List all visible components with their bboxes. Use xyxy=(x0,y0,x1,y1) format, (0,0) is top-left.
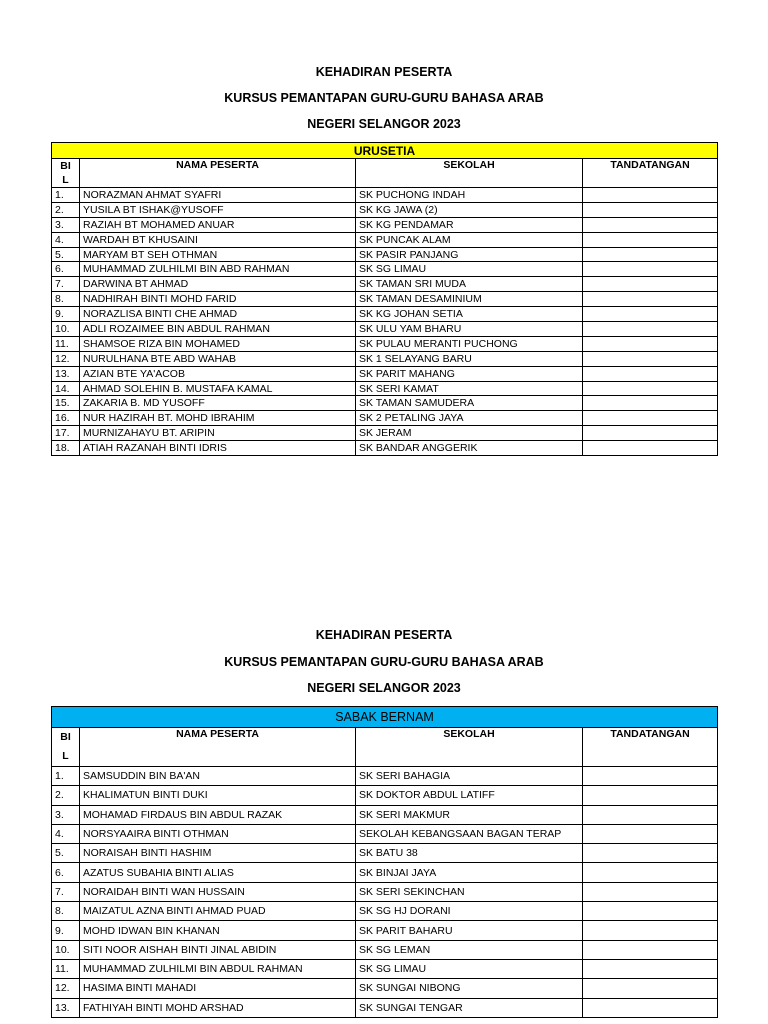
section2-heading2: KURSUS PEMANTAPAN GURU-GURU BAHASA ARAB xyxy=(224,655,544,669)
row-bil: 18. xyxy=(52,441,80,456)
bil-bottom: L xyxy=(62,750,69,762)
row-sekolah: SK SERI KAMAT xyxy=(356,381,583,396)
row-bil: 16. xyxy=(52,411,80,426)
bil-top: BI xyxy=(60,160,71,172)
row-sekolah: SK BANDAR ANGGERIK xyxy=(356,441,583,456)
row-bil: 9. xyxy=(52,307,80,322)
row-tandatangan[interactable] xyxy=(583,188,718,203)
row-tandatangan[interactable] xyxy=(583,959,718,978)
row-sekolah: SK 2 PETALING JAYA xyxy=(356,411,583,426)
row-nama-peserta: ZAKARIA B. MD YUSOFF xyxy=(80,396,356,411)
row-tandatangan[interactable] xyxy=(583,979,718,998)
table-row xyxy=(52,202,718,217)
table-row xyxy=(52,902,718,921)
row-sekolah: SK TAMAN SAMUDERA xyxy=(356,396,583,411)
row-tandatangan[interactable] xyxy=(583,307,718,322)
row-sekolah: SK DOKTOR ABDUL LATIFF xyxy=(356,786,583,805)
table-row xyxy=(52,998,718,1017)
row-sekolah: SK ULU YAM BHARU xyxy=(356,322,583,337)
table-row xyxy=(52,217,718,232)
row-sekolah: SK PARIT MAHANG xyxy=(356,366,583,381)
row-sekolah: SEKOLAH KEBANGSAAN BAGAN TERAP xyxy=(356,824,583,843)
row-nama-peserta: MOHAMAD FIRDAUS BIN ABDUL RAZAK xyxy=(80,805,356,824)
section2-heading1: KEHADIRAN PESERTA xyxy=(315,628,453,642)
row-sekolah: SK TAMAN SRI MUDA xyxy=(356,277,583,292)
row-sekolah: SK SERI MAKMUR xyxy=(356,805,583,824)
table-row xyxy=(52,959,718,978)
row-bil: 1. xyxy=(52,188,80,203)
row-sekolah: SK SG LIMAU xyxy=(356,959,583,978)
row-bil: 7. xyxy=(52,277,80,292)
row-sekolah: SK SG LEMAN xyxy=(356,940,583,959)
row-sekolah: SK PUCHONG INDAH xyxy=(356,188,583,203)
column-header-tandatangan: TANDATANGAN xyxy=(583,728,718,767)
row-nama-peserta: MAIZATUL AZNA BINTI AHMAD PUAD xyxy=(80,902,356,921)
row-bil: 12. xyxy=(52,351,80,366)
row-bil: 2. xyxy=(52,786,80,805)
row-nama-peserta: RAZIAH BT MOHAMED ANUAR xyxy=(80,217,356,232)
attendance-table-sabak-bernam xyxy=(51,706,718,1018)
row-nama-peserta: ATIAH RAZANAH BINTI IDRIS xyxy=(80,441,356,456)
column-header-sekolah: SEKOLAH xyxy=(356,159,583,188)
row-nama-peserta: NADHIRAH BINTI MOHD FARID xyxy=(80,292,356,307)
row-tandatangan[interactable] xyxy=(583,411,718,426)
column-header-bil xyxy=(52,159,80,188)
table-row xyxy=(52,262,718,277)
table-row xyxy=(52,277,718,292)
row-sekolah: SK KG PENDAMAR xyxy=(356,217,583,232)
row-bil: 11. xyxy=(52,959,80,978)
row-bil: 6. xyxy=(52,863,80,882)
row-tandatangan[interactable] xyxy=(583,351,718,366)
table-row xyxy=(52,351,718,366)
table-row xyxy=(52,292,718,307)
row-bil: 3. xyxy=(52,805,80,824)
table-row xyxy=(52,336,718,351)
row-nama-peserta: SHAMSOE RIZA BIN MOHAMED xyxy=(80,336,356,351)
row-sekolah: SK PULAU MERANTI PUCHONG xyxy=(356,336,583,351)
row-nama-peserta: SITI NOOR AISHAH BINTI JINAL ABIDIN xyxy=(80,940,356,959)
row-nama-peserta: AHMAD SOLEHIN B. MUSTAFA KAMAL xyxy=(80,381,356,396)
table-row xyxy=(52,426,718,441)
row-tandatangan[interactable] xyxy=(583,824,718,843)
table-row xyxy=(52,411,718,426)
column-header-nama: NAMA PESERTA xyxy=(80,728,356,767)
row-bil: 8. xyxy=(52,902,80,921)
bil-bottom: L xyxy=(62,174,69,186)
row-nama-peserta: AZATUS SUBAHIA BINTI ALIAS xyxy=(80,863,356,882)
row-nama-peserta: DARWINA BT AHMAD xyxy=(80,277,356,292)
table-row xyxy=(52,940,718,959)
row-nama-peserta: NURULHANA BTE ABD WAHAB xyxy=(80,351,356,366)
row-nama-peserta: NORAIDAH BINTI WAN HUSSAIN xyxy=(80,882,356,901)
table-row xyxy=(52,863,718,882)
table-row xyxy=(52,188,718,203)
row-bil: 17. xyxy=(52,426,80,441)
row-tandatangan[interactable] xyxy=(583,767,718,786)
row-bil: 14. xyxy=(52,381,80,396)
column-header-bil xyxy=(52,728,80,767)
bil-top: BI xyxy=(60,731,71,743)
row-bil: 2. xyxy=(52,202,80,217)
row-nama-peserta: NORAZLISA BINTI CHE AHMAD xyxy=(80,307,356,322)
row-bil: 4. xyxy=(52,232,80,247)
row-tandatangan[interactable] xyxy=(583,441,718,456)
row-tandatangan[interactable] xyxy=(583,863,718,882)
row-nama-peserta: MARYAM BT SEH OTHMAN xyxy=(80,247,356,262)
row-bil: 6. xyxy=(52,262,80,277)
row-sekolah: SK PASIR PANJANG xyxy=(356,247,583,262)
table-row xyxy=(52,381,718,396)
table-row xyxy=(52,396,718,411)
row-sekolah: SK SERI SEKINCHAN xyxy=(356,882,583,901)
row-bil: 4. xyxy=(52,824,80,843)
row-tandatangan[interactable] xyxy=(583,902,718,921)
table-row xyxy=(52,844,718,863)
row-bil: 13. xyxy=(52,366,80,381)
row-tandatangan[interactable] xyxy=(583,805,718,824)
attendance-table-urusetia xyxy=(51,142,718,456)
table-row xyxy=(52,322,718,337)
row-bil: 1. xyxy=(52,767,80,786)
row-nama-peserta: NUR HAZIRAH BT. MOHD IBRAHIM xyxy=(80,411,356,426)
row-tandatangan[interactable] xyxy=(583,217,718,232)
table-row xyxy=(52,366,718,381)
row-nama-peserta: AZIAN BTE YA'ACOB xyxy=(80,366,356,381)
table-row xyxy=(52,824,718,843)
group-band-sabak-bernam: SABAK BERNAM xyxy=(52,707,718,728)
row-sekolah: SK SG LIMAU xyxy=(356,262,583,277)
row-nama-peserta: FATHIYAH BINTI MOHD ARSHAD xyxy=(80,998,356,1017)
group-band-urusetia: URUSETIA xyxy=(52,143,718,159)
row-tandatangan[interactable] xyxy=(583,786,718,805)
row-bil: 10. xyxy=(52,322,80,337)
row-tandatangan[interactable] xyxy=(583,940,718,959)
row-sekolah: SK 1 SELAYANG BARU xyxy=(356,351,583,366)
table-row xyxy=(52,921,718,940)
row-tandatangan[interactable] xyxy=(583,381,718,396)
row-tandatangan[interactable] xyxy=(583,426,718,441)
row-tandatangan[interactable] xyxy=(583,247,718,262)
row-nama-peserta: NORAZMAN AHMAT SYAFRI xyxy=(80,188,356,203)
row-sekolah: SK PUNCAK ALAM xyxy=(356,232,583,247)
row-sekolah: SK KG JOHAN SETIA xyxy=(356,307,583,322)
row-bil: 5. xyxy=(52,247,80,262)
row-bil: 11. xyxy=(52,336,80,351)
row-tandatangan[interactable] xyxy=(583,202,718,217)
row-nama-peserta: ADLI ROZAIMEE BIN ABDUL RAHMAN xyxy=(80,322,356,337)
table-row xyxy=(52,786,718,805)
row-nama-peserta: MURNIZAHAYU BT. ARIPIN xyxy=(80,426,356,441)
row-nama-peserta: NORSYAAIRA BINTI OTHMAN xyxy=(80,824,356,843)
table-row xyxy=(52,307,718,322)
section2-heading3: NEGERI SELANGOR 2023 xyxy=(307,681,461,695)
row-nama-peserta: HASIMA BINTI MAHADI xyxy=(80,979,356,998)
row-tandatangan[interactable] xyxy=(583,844,718,863)
row-tandatangan[interactable] xyxy=(583,292,718,307)
row-tandatangan[interactable] xyxy=(583,232,718,247)
row-tandatangan[interactable] xyxy=(583,882,718,901)
section1-heading1: KEHADIRAN PESERTA xyxy=(315,65,453,79)
row-nama-peserta: MUHAMMAD ZULHILMI BIN ABD RAHMAN xyxy=(80,262,356,277)
row-bil: 3. xyxy=(52,217,80,232)
table-row xyxy=(52,232,718,247)
row-nama-peserta: SAMSUDDIN BIN BA'AN xyxy=(80,767,356,786)
table-row xyxy=(52,767,718,786)
row-sekolah: SK BINJAI JAYA xyxy=(356,863,583,882)
table-row xyxy=(52,441,718,456)
column-header-nama: NAMA PESERTA xyxy=(80,159,356,188)
table-row xyxy=(52,882,718,901)
table-row xyxy=(52,805,718,824)
row-tandatangan[interactable] xyxy=(583,366,718,381)
row-tandatangan[interactable] xyxy=(583,277,718,292)
row-bil: 9. xyxy=(52,921,80,940)
table-row xyxy=(52,979,718,998)
row-bil: 10. xyxy=(52,940,80,959)
row-nama-peserta: KHALIMATUN BINTI DUKI xyxy=(80,786,356,805)
row-nama-peserta: MOHD IDWAN BIN KHANAN xyxy=(80,921,356,940)
row-sekolah: SK SERI BAHAGIA xyxy=(356,767,583,786)
row-sekolah: SK SG HJ DORANI xyxy=(356,902,583,921)
section1-heading2: KURSUS PEMANTAPAN GURU-GURU BAHASA ARAB xyxy=(224,91,544,105)
column-header-tandatangan: TANDATANGAN xyxy=(583,159,718,188)
row-nama-peserta: YUSILA BT ISHAK@YUSOFF xyxy=(80,202,356,217)
row-sekolah: SK TAMAN DESAMINIUM xyxy=(356,292,583,307)
row-tandatangan[interactable] xyxy=(583,262,718,277)
row-bil: 13. xyxy=(52,998,80,1017)
row-bil: 5. xyxy=(52,844,80,863)
row-nama-peserta: WARDAH BT KHUSAINI xyxy=(80,232,356,247)
row-bil: 12. xyxy=(52,979,80,998)
column-header-sekolah: SEKOLAH xyxy=(356,728,583,767)
section1-heading3: NEGERI SELANGOR 2023 xyxy=(307,117,461,131)
row-sekolah: SK SUNGAI TENGAR xyxy=(356,998,583,1017)
row-sekolah: SK KG JAWA (2) xyxy=(356,202,583,217)
row-sekolah: SK SUNGAI NIBONG xyxy=(356,979,583,998)
row-tandatangan[interactable] xyxy=(583,396,718,411)
row-tandatangan[interactable] xyxy=(583,336,718,351)
row-sekolah: SK PARIT BAHARU xyxy=(356,921,583,940)
row-tandatangan[interactable] xyxy=(583,998,718,1017)
row-tandatangan[interactable] xyxy=(583,921,718,940)
row-tandatangan[interactable] xyxy=(583,322,718,337)
row-bil: 8. xyxy=(52,292,80,307)
row-nama-peserta: NORAISAH BINTI HASHIM xyxy=(80,844,356,863)
row-nama-peserta: MUHAMMAD ZULHILMI BIN ABDUL RAHMAN xyxy=(80,959,356,978)
row-sekolah: SK BATU 38 xyxy=(356,844,583,863)
table-row xyxy=(52,247,718,262)
row-sekolah: SK JERAM xyxy=(356,426,583,441)
row-bil: 15. xyxy=(52,396,80,411)
row-bil: 7. xyxy=(52,882,80,901)
